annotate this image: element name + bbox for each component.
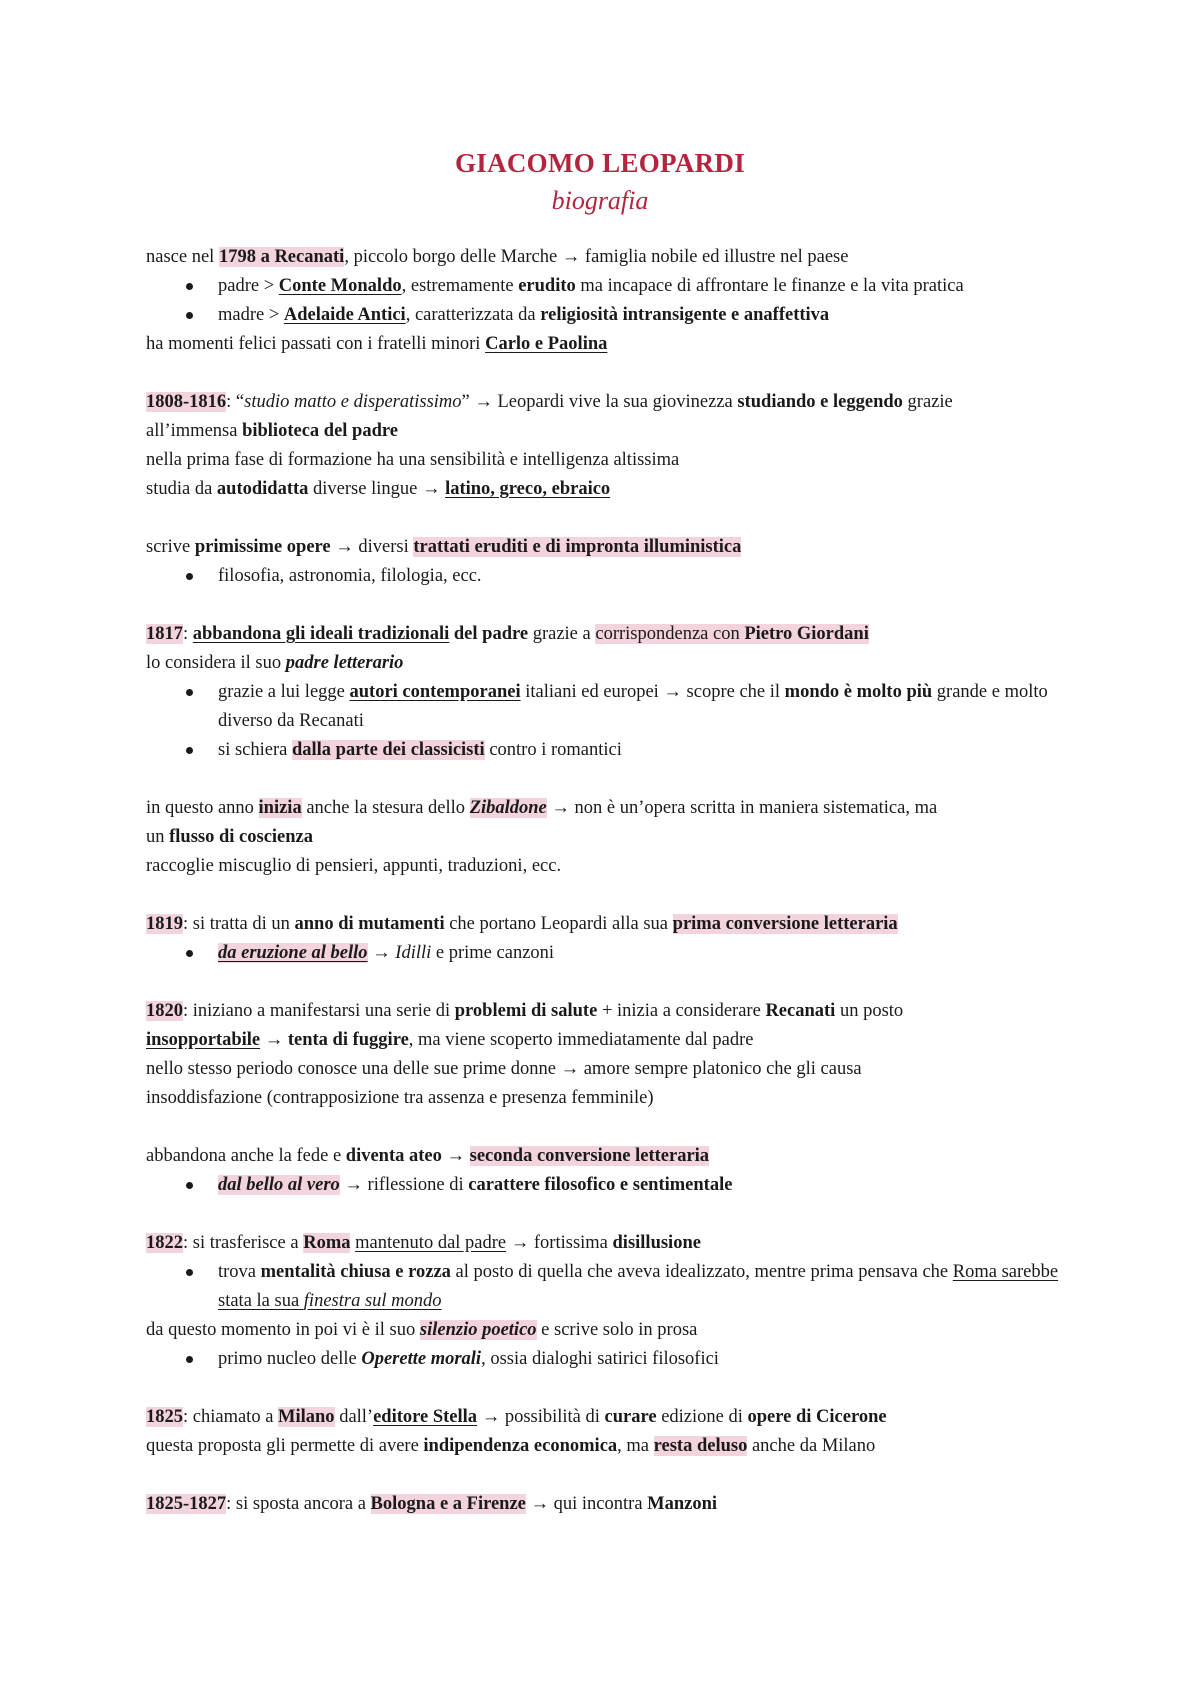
paragraph-library: all’immensa biblioteca del padre xyxy=(146,421,398,441)
list-item-idilli: da eruzione al bello → Idilli e prime canzoni xyxy=(146,939,1076,968)
year-badge: 1825 xyxy=(146,1407,183,1427)
paragraph-1825: 1825: chiamato a Milano dall’editore Stella → possibilità di curare edizione di opere di Cicerone xyxy=(146,1407,887,1427)
list-item-subjects: filosofia, astronomia, filologia, ecc. xyxy=(146,562,1076,591)
year-badge: 1819 xyxy=(146,914,183,934)
paragraph-atheism: abbandona anche la fede e diventa ateo → seconda conversione letteraria xyxy=(146,1146,710,1166)
year-badge: 1825-1827 xyxy=(146,1494,227,1514)
paragraph-gap xyxy=(146,359,1076,388)
document-body xyxy=(146,243,1076,1519)
paragraph-poetic-silence: da questo momento in poi vi è il suo silenzio poetico e scrive solo in prosa xyxy=(146,1320,698,1340)
paragraph-languages: studia da autodidatta diverse lingue → latino, greco, ebraico xyxy=(146,479,611,499)
paragraph-independence: questa proposta gli permette di avere indipendenza economica, ma resta deluso anche da Milano xyxy=(146,1436,876,1456)
year-badge: 1822 xyxy=(146,1233,183,1253)
highlight-birth: 1798 a Recanati xyxy=(218,247,345,267)
page-title: GIACOMO LEOPARDI xyxy=(454,148,746,178)
paragraph-zibaldone: in questo anno inizia anche la stesura dello Zibaldone → non è un’opera scritta in maniera sistematica, ma xyxy=(146,798,938,818)
year-badge: 1820 xyxy=(146,1001,183,1021)
paragraph-gap xyxy=(146,1461,1076,1490)
list-item-beauty-truth: dal bello al vero → riflessione di carattere filosofico e sentimentale xyxy=(146,1171,1076,1200)
paragraph-first-works: scrive primissime opere → diversi trattati eruditi e di impronta illuministica xyxy=(146,537,742,557)
year-badge: 1817 xyxy=(146,624,183,644)
page-subtitle: biografia xyxy=(551,186,649,215)
paragraph-birth: nasce nel 1798 a Recanati, piccolo borgo delle Marche → famiglia nobile ed illustre nel paese xyxy=(146,247,849,267)
paragraph-gap xyxy=(146,1113,1076,1142)
list-item-classicists: si schiera dalla parte dei classicisti contro i romantici xyxy=(146,736,1076,765)
paragraph-escape: insopportabile → tenta di fuggire, ma viene scoperto immediatamente dal padre xyxy=(146,1030,754,1050)
year-badge: 1808-1816 xyxy=(146,392,227,412)
paragraph-1820: 1820: iniziano a manifestarsi una serie di problemi di salute + inizia a considerare Recanati un posto xyxy=(146,1001,904,1021)
paragraph-formation: nella prima fase di formazione ha una sensibilità e intelligenza altissima xyxy=(146,450,680,470)
paragraph-gap xyxy=(146,1374,1076,1403)
paragraph-gap xyxy=(146,591,1076,620)
paragraph-1819: 1819: si tratta di un anno di mutamenti che portano Leopardi alla sua prima conversione letteraria xyxy=(146,914,898,934)
paragraph-consciousness: un flusso di coscienza xyxy=(146,827,314,847)
paragraph-gap xyxy=(146,968,1076,997)
paragraph-literary-father: lo considera il suo padre letterario xyxy=(146,653,404,673)
paragraph-first-love: nello stesso periodo conosce una delle sue prime donne → amore sempre platonico che gli causa xyxy=(146,1059,862,1079)
paragraph-dissatisfaction: insoddisfazione (contrapposizione tra assenza e presenza femminile) xyxy=(146,1088,654,1108)
paragraph-siblings: ha momenti felici passati con i fratelli minori Carlo e Paolina xyxy=(146,334,608,354)
paragraph-1808: 1808-1816: “studio matto e disperatissimo” → Leopardi vive la sua giovinezza studiando e leggendo grazie xyxy=(146,392,953,412)
list-item-rome: trova mentalità chiusa e rozza al posto di quella che aveva idealizzato, mentre prima pensava che Roma sarebbe stata la sua finestra sul mondo xyxy=(146,1258,1076,1316)
paragraph-1825-1827: 1825-1827: si sposta ancora a Bologna e a Firenze → qui incontra Manzoni xyxy=(146,1494,718,1514)
list-item-contemporary-authors: grazie a lui legge autori contemporanei italiani ed europei → scopre che il mondo è molto più grande e molto diverso da Recanati xyxy=(146,678,1076,736)
paragraph-gap xyxy=(146,881,1076,910)
list-item-operette: primo nucleo delle Operette morali, ossia dialoghi satirici filosofici xyxy=(146,1345,1076,1374)
paragraph-gap xyxy=(146,504,1076,533)
paragraph-gap xyxy=(146,1200,1076,1229)
paragraph-collection: raccoglie miscuglio di pensieri, appunti, traduzioni, ecc. xyxy=(146,856,562,876)
paragraph-1822: 1822: si trasferisce a Roma mantenuto dal padre → fortissima disillusione xyxy=(146,1233,701,1253)
list-item-father: padre > Conte Monaldo, estremamente erudito ma incapace di affrontare le finanze e la vita pratica xyxy=(146,272,1076,301)
paragraph-1817: 1817: abbandona gli ideali tradizionali del padre grazie a corrispondenza con Pietro Giordani xyxy=(146,624,869,644)
list-item-mother: madre > Adelaide Antici, caratterizzata da religiosità intransigente e anaffettiva xyxy=(146,301,1076,330)
paragraph-gap xyxy=(146,765,1076,794)
